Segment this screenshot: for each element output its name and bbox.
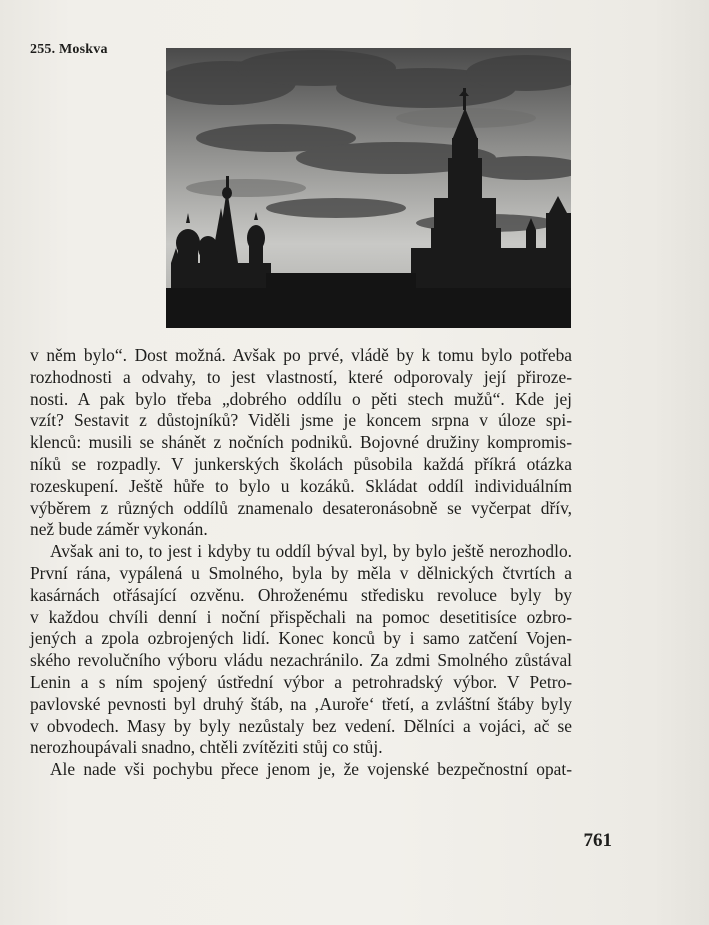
page-number: 761 [583, 830, 612, 851]
text-line: než bude záměr vykonán. [30, 519, 208, 540]
paragraph-first-line: Avšak ani to, to jest i kdyby tu oddíl býval byl, by bylo ještě nerozhodlo. [50, 541, 572, 562]
text-line: ského revolučního výboru vládu nezachránilo. Za zdmi Smolného zůstával [30, 650, 572, 671]
text-line: klenců: musili se shánět z nočních podniků. Bojovné družiny kompromis- [30, 432, 572, 453]
text-line: v každou chvíli denní i noční přispěchali na pomoc desetitisíce ozbro- [30, 606, 572, 627]
text-line: v obvodech. Masy by byly nezůstaly bez vedení. Dělníci a vojáci, ač se [30, 715, 572, 736]
text-line: výběrem z různých oddílů znamenalo desateronásobně se vyčerpat dřív, [30, 497, 572, 518]
moscow-photo [166, 48, 571, 328]
text-line: Lenin a s ním spojený ústřední výbor a petrohradský výbor. V Petro- [30, 671, 572, 692]
paragraph-first-line: Ale nade vši pochybu přece jenom je, že vojenské bezpečnostní opat- [50, 759, 572, 780]
text-line: nosti. A pak bylo třeba „dobrého oddílu o pěti stech mužů“. Kde jej [30, 388, 572, 409]
text-line: jených a zpola ozbrojených lidí. Konec konců by i samo zatčení Vojen- [30, 628, 572, 649]
text-line: níků se rozpadly. V junkerských školách působila každá příkrá otázka [30, 453, 572, 474]
text-line: pavlovské pevnosti byl druhý štáb, na ‚Auroře‘ třetí, a zvláštní štáby byly [30, 693, 572, 714]
kremlin-silhouette-illustration [166, 48, 571, 328]
text-line: vzít? Sestavit z důstojníků? Viděli jsme je koncem srpna v úloze spi- [30, 410, 572, 431]
figure-caption: 255. Moskva [30, 42, 108, 57]
text-line: kasárnách otřásající ozvěnu. Ohroženému středisku revoluce byly by [30, 584, 572, 605]
text-line: rozeskupení. Ještě hůře to bylo u kozáků. Skládat oddíl individuálním [30, 475, 572, 496]
body-text [30, 345, 572, 781]
text-line: nerozhoupávali snadno, chtěli zvítěziti stůj co stůj. [30, 737, 383, 758]
text-line: v něm bylo“. Dost možná. Avšak po prvé, vládě by k tomu bylo potřeba [30, 345, 572, 365]
text-line: První rána, vypálená u Smolného, byla by měla v dělnických čtvrtích a [30, 562, 572, 583]
text-line: rozhodnosti a odvahy, to jest vlastností, které odporovaly její přiroze- [30, 366, 572, 387]
